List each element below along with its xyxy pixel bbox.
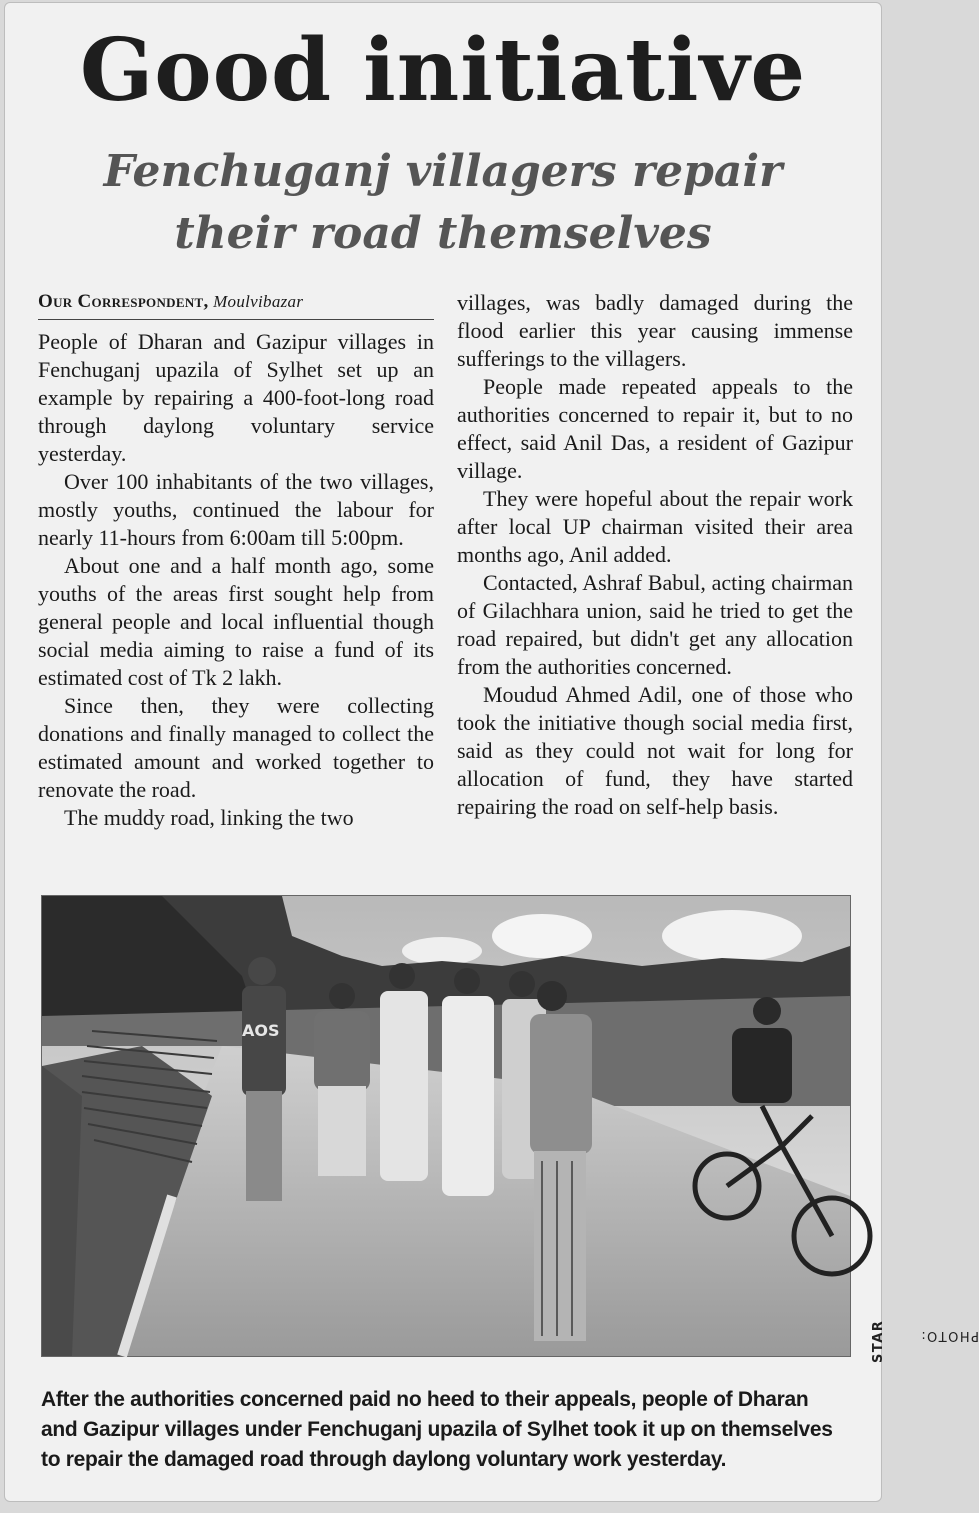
article-column-left: [38, 289, 434, 832]
paragraph-5-continued: villages, was badly damaged during the flood earlier this year causing immense sufferings to the villagers.: [457, 290, 853, 371]
byline-place: Moulvibazar: [213, 292, 304, 311]
news-photo: [41, 895, 851, 1357]
paragraph-6: People made repeated appeals to the authorities concerned to repair it, but to no effect, said Anil Das, a resident of Gazipur village.: [457, 374, 853, 483]
paragraph-8: Contacted, Ashraf Babul, acting chairman of Gilachhara union, said he tried to get the road repaired, but didn't get any allocation from the authorities concerned.: [457, 570, 853, 679]
caption-line-1: After the authorities concerned paid no heed to their appeals, people of Dharan: [41, 1388, 809, 1411]
photo-villagers-on-road: [42, 896, 850, 1356]
paragraph-9: Moudud Ahmed Adil, one of those who took the initiative though social media first, said as they could not wait for long for allocation of fund, they have started repairing the road on self-help basis.: [457, 682, 853, 819]
paragraph-1: People of Dharan and Gazipur villages in Fenchuganj upazila of Sylhet set up an example by repairing a 400-foot-long road through daylong voluntary service yesterday.: [38, 329, 434, 466]
paragraph-4: Since then, they were collecting donations and finally managed to collect the estimated amount and worked together to renovate the road.: [38, 693, 434, 802]
subheadline-line-2: their road themselves: [174, 208, 712, 259]
subheadline: [5, 141, 881, 265]
paragraph-7: They were hopeful about the repair work after local UP chairman visited their area months ago, Anil added.: [457, 486, 853, 567]
newspaper-clipping: [4, 2, 979, 1502]
photo-credit: [851, 1255, 979, 1365]
paragraph-2: Over 100 inhabitants of the two villages, mostly youths, continued the labour for nearly 11-hours from 6:00am till 5:00pm.: [38, 469, 434, 550]
subheadline-line-1: Fenchuganj villagers repair: [103, 146, 783, 197]
photo-credit-label: PHOTO:: [919, 1328, 979, 1343]
photo-caption: [41, 1385, 861, 1475]
byline: [38, 289, 434, 320]
paragraph-5: The muddy road, linking the two: [64, 805, 354, 830]
photo-credit-source: STAR: [871, 1319, 886, 1363]
shirt-text: AOS: [242, 1021, 280, 1040]
caption-line-2: and Gazipur villages under Fenchuganj upazila of Sylhet took it up on themselves: [41, 1418, 833, 1441]
byline-name: Our Correspondent,: [38, 291, 209, 312]
article-column-right: [457, 289, 853, 821]
paragraph-3: About one and a half month ago, some youths of the areas first sought help from general people and local influential though social media aiming to raise a fund of its estimated cost of Tk 2 lakh.: [38, 553, 434, 690]
headline: Good initiative: [79, 20, 807, 121]
caption-line-3: to repair the damaged road through daylong voluntary work yesterday.: [41, 1448, 727, 1471]
